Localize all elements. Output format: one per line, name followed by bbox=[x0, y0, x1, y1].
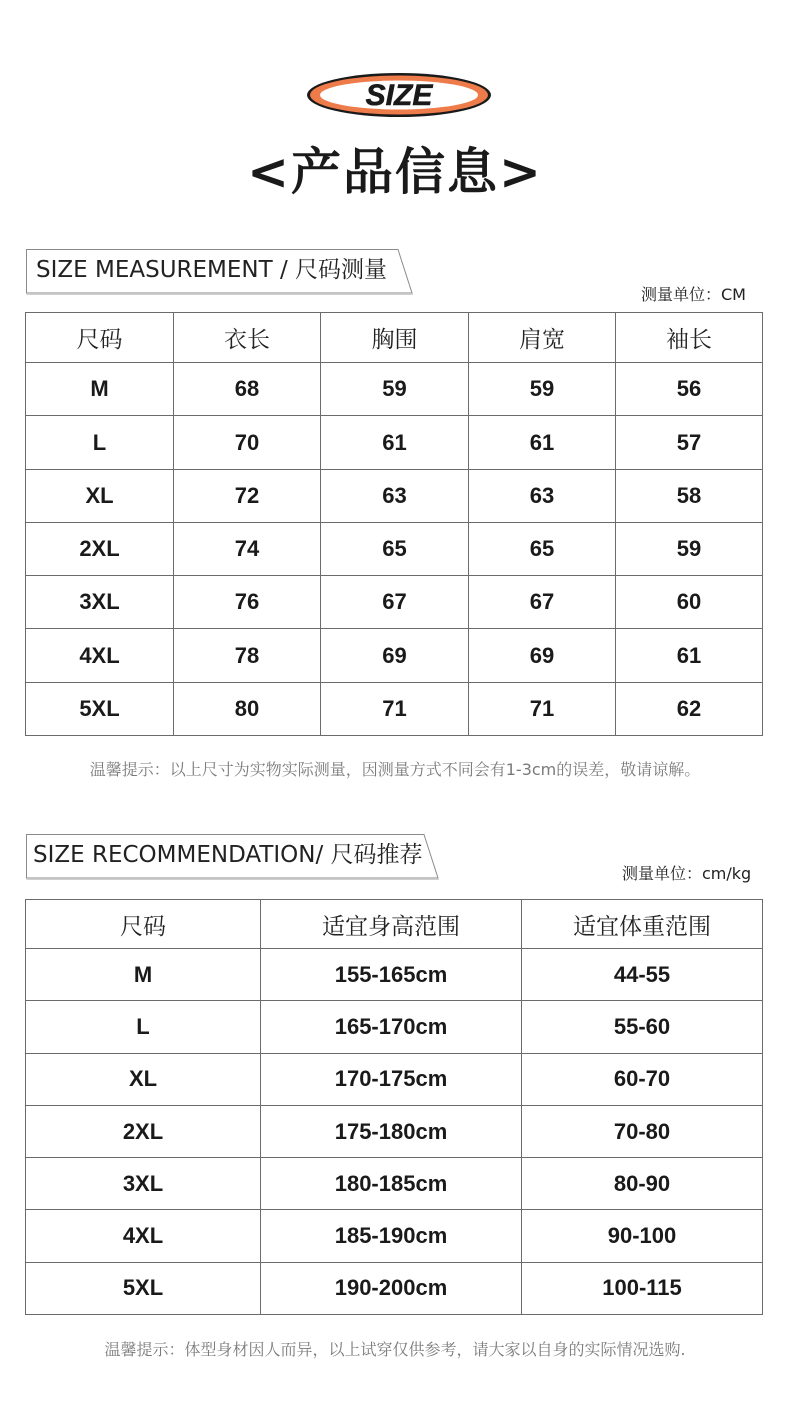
table-row bbox=[26, 1210, 763, 1262]
table-cell: 65 bbox=[321, 522, 469, 575]
table-cell: 60-70 bbox=[522, 1053, 763, 1105]
table-cell: 4XL bbox=[26, 629, 174, 682]
table-cell: 2XL bbox=[26, 522, 174, 575]
table-row bbox=[26, 1105, 763, 1157]
table-cell: 70-80 bbox=[522, 1105, 763, 1157]
table-cell: 71 bbox=[321, 682, 469, 735]
recommendation-note: 温馨提示：体型身材因人而异，以上试穿仅供参考，请大家以自身的实际情况选购. bbox=[104, 1340, 686, 1359]
table-cell: 3XL bbox=[26, 576, 174, 629]
column-header: 适宜身高范围 bbox=[261, 900, 522, 949]
table-cell: 4XL bbox=[26, 1210, 261, 1262]
table-row bbox=[26, 1053, 763, 1105]
table-header-row bbox=[26, 313, 763, 363]
column-header: 胸围 bbox=[321, 313, 469, 363]
table-cell: 155-165cm bbox=[261, 949, 522, 1001]
measurement-tag bbox=[26, 249, 414, 291]
column-header: 衣长 bbox=[174, 313, 321, 363]
measurement-note: 温馨提示：以上尺寸为实物实际测量，因测量方式不同会有1-3cm的误差，敬请谅解。 bbox=[89, 760, 701, 779]
table-cell: 165-170cm bbox=[261, 1001, 522, 1053]
measurement-table bbox=[25, 312, 763, 736]
table-row bbox=[26, 682, 763, 735]
table-cell: 67 bbox=[321, 576, 469, 629]
table-cell: 59 bbox=[469, 363, 616, 416]
table-cell: 3XL bbox=[26, 1158, 261, 1210]
table-cell: 80-90 bbox=[522, 1158, 763, 1210]
column-header: 适宜体重范围 bbox=[522, 900, 763, 949]
table-cell: 60 bbox=[616, 576, 763, 629]
table-cell: 65 bbox=[469, 522, 616, 575]
table-cell: 180-185cm bbox=[261, 1158, 522, 1210]
size-logo bbox=[305, 71, 493, 119]
table-cell: 68 bbox=[174, 363, 321, 416]
table-cell: 74 bbox=[174, 522, 321, 575]
table-cell: 61 bbox=[321, 416, 469, 469]
table-cell: 61 bbox=[616, 629, 763, 682]
table-cell: 69 bbox=[321, 629, 469, 682]
table-cell: XL bbox=[26, 469, 174, 522]
table-cell: 67 bbox=[469, 576, 616, 629]
table-cell: M bbox=[26, 363, 174, 416]
table-cell: 185-190cm bbox=[261, 1210, 522, 1262]
table-cell: 59 bbox=[321, 363, 469, 416]
table-cell: 72 bbox=[174, 469, 321, 522]
page-title: <产品信息> bbox=[247, 143, 543, 201]
table-cell: 55-60 bbox=[522, 1001, 763, 1053]
column-header: 袖长 bbox=[616, 313, 763, 363]
table-cell: 90-100 bbox=[522, 1210, 763, 1262]
table-row bbox=[26, 1001, 763, 1053]
table-row bbox=[26, 629, 763, 682]
table-cell: L bbox=[26, 416, 174, 469]
table-cell: 59 bbox=[616, 522, 763, 575]
table-cell: 71 bbox=[469, 682, 616, 735]
recommendation-table bbox=[25, 899, 763, 1315]
measurement-unit: 测量单位：CM bbox=[641, 285, 746, 304]
table-cell: 56 bbox=[616, 363, 763, 416]
table-row bbox=[26, 576, 763, 629]
table-row bbox=[26, 1262, 763, 1314]
table-cell: 80 bbox=[174, 682, 321, 735]
table-cell: 70 bbox=[174, 416, 321, 469]
table-cell: 100-115 bbox=[522, 1262, 763, 1314]
table-cell: L bbox=[26, 1001, 261, 1053]
column-header: 尺码 bbox=[26, 313, 174, 363]
table-cell: 58 bbox=[616, 469, 763, 522]
table-row bbox=[26, 522, 763, 575]
table-cell: XL bbox=[26, 1053, 261, 1105]
table-cell: 76 bbox=[174, 576, 321, 629]
table-cell: 62 bbox=[616, 682, 763, 735]
table-cell: 5XL bbox=[26, 682, 174, 735]
table-cell: 63 bbox=[469, 469, 616, 522]
table-cell: 63 bbox=[321, 469, 469, 522]
logo-text: SIZE bbox=[365, 79, 433, 112]
table-cell: 170-175cm bbox=[261, 1053, 522, 1105]
table-cell: 44-55 bbox=[522, 949, 763, 1001]
table-cell: 57 bbox=[616, 416, 763, 469]
table-cell: 175-180cm bbox=[261, 1105, 522, 1157]
column-header: 尺码 bbox=[26, 900, 261, 949]
table-header-row bbox=[26, 900, 763, 949]
table-row bbox=[26, 416, 763, 469]
recommendation-unit: 测量单位：cm/kg bbox=[622, 864, 752, 883]
table-cell: M bbox=[26, 949, 261, 1001]
table-cell: 78 bbox=[174, 629, 321, 682]
column-header: 肩宽 bbox=[469, 313, 616, 363]
recommendation-tag-label: SIZE RECOMMENDATION/ 尺码推荐 bbox=[33, 842, 423, 868]
table-cell: 2XL bbox=[26, 1105, 261, 1157]
table-row bbox=[26, 363, 763, 416]
table-cell: 5XL bbox=[26, 1262, 261, 1314]
table-cell: 190-200cm bbox=[261, 1262, 522, 1314]
table-cell: 69 bbox=[469, 629, 616, 682]
table-cell: 61 bbox=[469, 416, 616, 469]
table-row bbox=[26, 1158, 763, 1210]
table-row bbox=[26, 949, 763, 1001]
table-row bbox=[26, 469, 763, 522]
recommendation-tag bbox=[26, 834, 440, 876]
measurement-tag-label: SIZE MEASUREMENT / 尺码测量 bbox=[36, 257, 388, 283]
